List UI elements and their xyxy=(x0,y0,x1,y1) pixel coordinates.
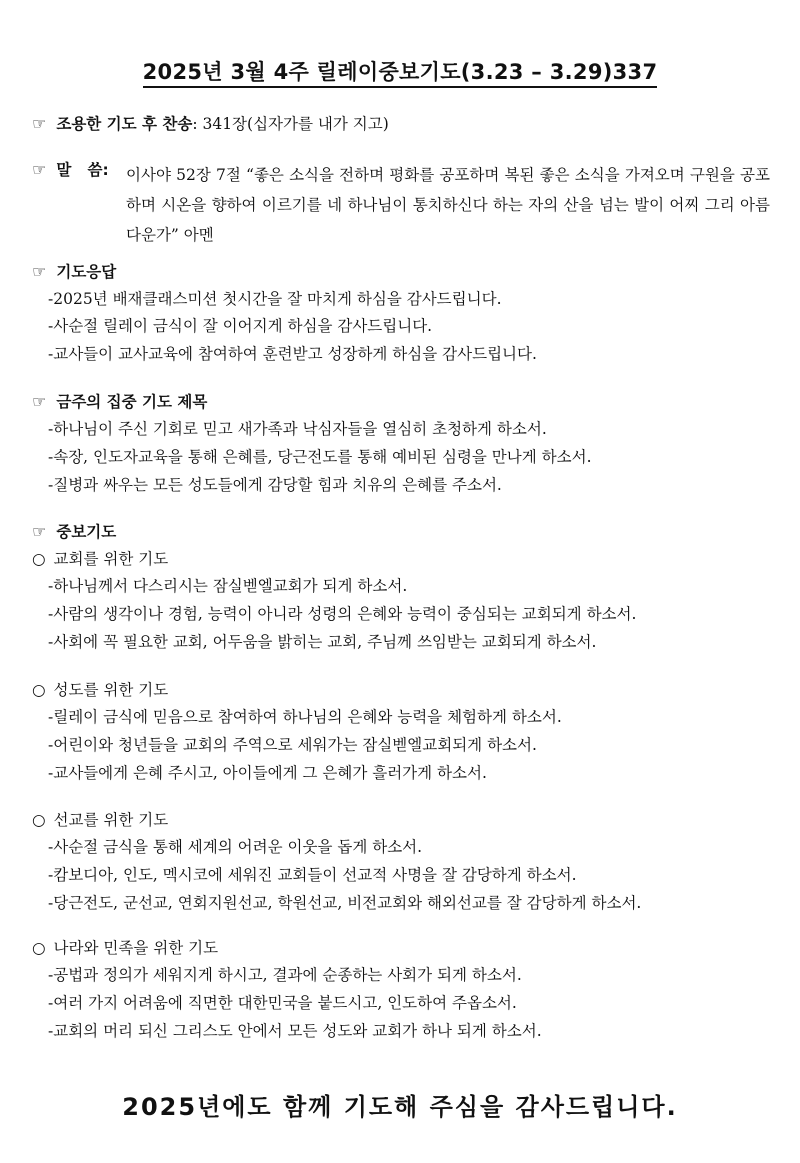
hymn-line xyxy=(32,114,389,134)
group-heading-church: ○ 교회를 위한 기도 xyxy=(32,550,169,568)
list-item: -사순절 금식을 통해 세계의 어려운 이웃을 돕게 하소서. xyxy=(48,838,423,856)
pointing-hand-icon: ☞ xyxy=(32,522,47,541)
pointing-hand-icon: ☞ xyxy=(32,392,47,411)
list-item: -당근전도, 군선교, 연회지원선교, 학원선교, 비전교회와 해외선교를 잘 감당하게 하소서. xyxy=(48,894,642,912)
circle-bullet-icon: ○ xyxy=(32,939,46,957)
pointing-hand-icon: ☞ xyxy=(32,262,47,281)
list-item: -캄보디아, 인도, 멕시코에 세워진 교회들이 선교적 사명을 잘 감당하게 하소서. xyxy=(48,866,577,884)
group-heading-saints: ○ 성도를 위한 기도 xyxy=(32,681,169,699)
list-item: -사순절 릴레이 금식이 잘 이어지게 하심을 감사드립니다. xyxy=(48,317,433,335)
list-item: -릴레이 금식에 믿음으로 참여하여 하나님의 은혜와 능력을 체험하게 하소서. xyxy=(48,708,562,726)
list-item: -하나님이 주신 기회로 믿고 새가족과 낙심자들을 열심히 초청하게 하소서. xyxy=(48,420,547,438)
focus-label: 금주의 집중 기도 제목 xyxy=(56,393,208,411)
list-item: -어린이와 청년들을 교회의 주역으로 세워가는 잠실벧엘교회되게 하소서. xyxy=(48,736,537,754)
page-title: 2025년 3월 4주 릴레이중보기도(3.23 – 3.29)337 xyxy=(0,56,800,86)
scripture-label: 말 씀: xyxy=(56,161,109,179)
list-item: -하나님께서 다스리시는 잠실벧엘교회가 되게 하소서. xyxy=(48,577,408,595)
intercession-heading xyxy=(32,522,116,542)
list-item: -사람의 생각이나 경험, 능력이 아니라 성령의 은혜와 능력이 중심되는 교회되게 하소서. xyxy=(48,605,637,623)
pointing-hand-icon: ☞ xyxy=(32,160,47,179)
group-heading-mission: ○ 선교를 위한 기도 xyxy=(32,811,169,829)
list-item: -교사들이 교사교육에 참여하여 훈련받고 성장하게 하심을 감사드립니다. xyxy=(48,345,537,363)
scripture-heading xyxy=(32,160,109,180)
list-item: -속장, 인도자교육을 통해 은혜를, 당근전도를 통해 예비된 심령을 만나게 하소서. xyxy=(48,448,592,466)
list-item: -2025년 배재클래스미션 첫시간을 잘 마치게 하심을 감사드립니다. xyxy=(48,290,502,308)
list-item: -교사들에게 은혜 주시고, 아이들에게 그 은혜가 흘러가게 하소서. xyxy=(48,764,487,782)
closing-message: 2025년에도 함께 기도해 주심을 감사드립니다. xyxy=(122,1093,678,1121)
circle-bullet-icon: ○ xyxy=(32,681,46,699)
list-item: -교회의 머리 되신 그리스도 안에서 모든 성도와 교회가 하나 되게 하소서. xyxy=(48,1022,542,1040)
answers-label: 기도응답 xyxy=(56,263,117,281)
hymn-label: 조용한 기도 후 찬송 xyxy=(56,115,193,133)
answers-heading xyxy=(32,262,116,282)
group-heading-nation: ○ 나라와 민족을 위한 기도 xyxy=(32,939,219,957)
list-item: -사회에 꼭 필요한 교회, 어두움을 밝히는 교회, 주님께 쓰임받는 교회되게 하소서. xyxy=(48,633,597,651)
focus-heading xyxy=(32,392,207,412)
pointing-hand-icon: ☞ xyxy=(32,114,47,133)
list-item: -공법과 정의가 세워지게 하시고, 결과에 순종하는 사회가 되게 하소서. xyxy=(48,966,522,984)
scripture-text: 이사야 52장 7절 “좋은 소식을 전하며 평화를 공포하며 복된 좋은 소식을 가져오며 구원을 공포하며 시온을 향하여 이르기를 네 하나님이 통치하신다 하는 자의 산을 넘는 발이 어찌 그리 아름다운가” 아멘 xyxy=(126,166,770,244)
hymn-text: : 341장(십자가를 내가 지고) xyxy=(192,115,389,133)
circle-bullet-icon: ○ xyxy=(32,811,46,829)
circle-bullet-icon: ○ xyxy=(32,550,46,568)
intercession-label: 중보기도 xyxy=(56,523,117,541)
list-item: -여러 가지 어려움에 직면한 대한민국을 붙드시고, 인도하여 주옵소서. xyxy=(48,994,517,1012)
list-item: -질병과 싸우는 모든 성도들에게 감당할 힘과 치유의 은혜를 주소서. xyxy=(48,476,502,494)
